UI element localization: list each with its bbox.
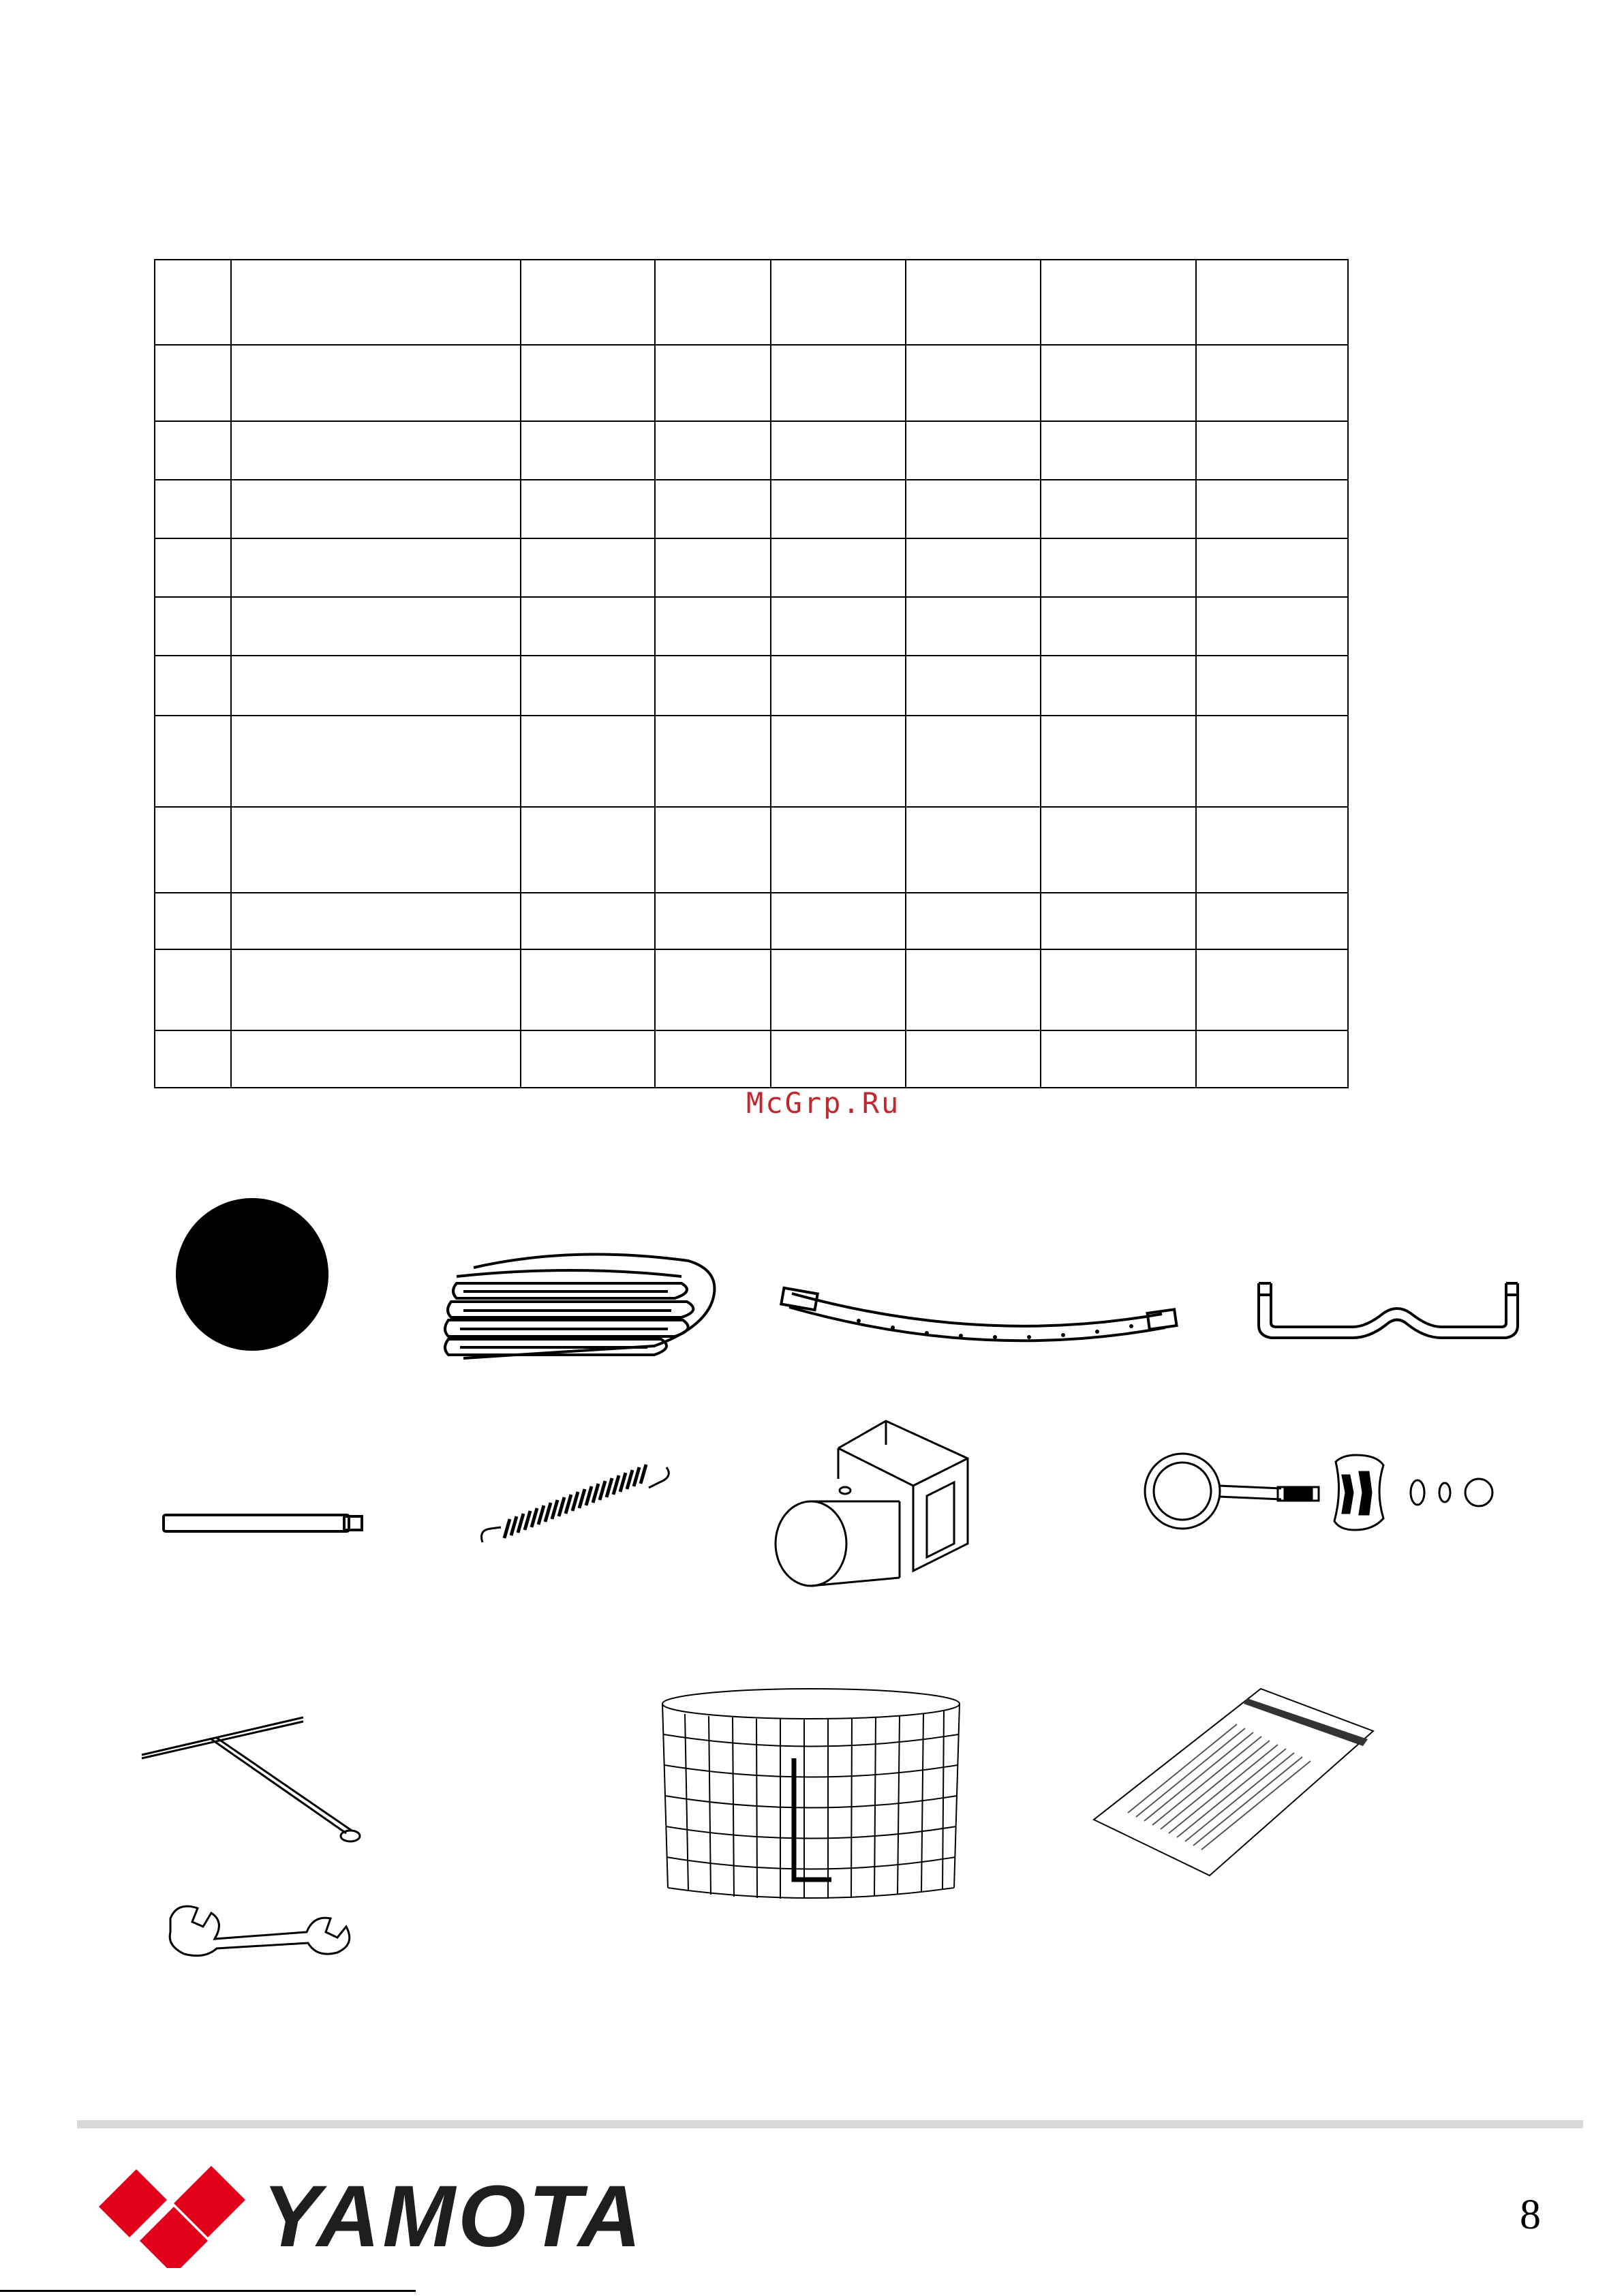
table-row bbox=[155, 597, 1348, 656]
round-mat-icon bbox=[174, 1196, 337, 1360]
table-row bbox=[155, 1030, 1348, 1088]
bottom-rule bbox=[0, 2290, 416, 2292]
safety-enclosure-net-icon bbox=[654, 1683, 968, 1908]
logo-mark-icon bbox=[99, 2166, 245, 2268]
wrench-icon bbox=[164, 1898, 361, 1959]
spring-icon bbox=[477, 1462, 675, 1550]
table-row bbox=[155, 656, 1348, 716]
w-leg-icon bbox=[1251, 1278, 1530, 1353]
brand-name: YAMOTA bbox=[262, 2168, 644, 2265]
watermark-text[interactable]: McGrp.Ru bbox=[746, 1086, 901, 1120]
curved-frame-tube-icon bbox=[777, 1281, 1186, 1349]
table-row bbox=[155, 260, 1348, 345]
parts-table bbox=[154, 259, 1349, 1088]
table-row bbox=[155, 807, 1348, 893]
footer-rule bbox=[77, 2120, 1583, 2128]
table-row bbox=[155, 538, 1348, 597]
eye-bolt-fastener-set-icon bbox=[1138, 1438, 1506, 1547]
table-row bbox=[155, 949, 1348, 1030]
yamota-logo bbox=[99, 2159, 712, 2268]
spring-puller-tool-icon bbox=[136, 1697, 368, 1854]
t-connector-icon bbox=[763, 1414, 988, 1591]
folded-net-icon bbox=[436, 1251, 722, 1370]
page-number: 8 bbox=[1520, 2192, 1541, 2238]
table-row bbox=[155, 893, 1348, 949]
straight-tube-icon bbox=[160, 1510, 371, 1537]
manual-booklet-icon bbox=[1087, 1683, 1380, 1881]
table-row bbox=[155, 345, 1348, 421]
table-row bbox=[155, 716, 1348, 807]
table-row bbox=[155, 421, 1348, 480]
table-row bbox=[155, 480, 1348, 538]
